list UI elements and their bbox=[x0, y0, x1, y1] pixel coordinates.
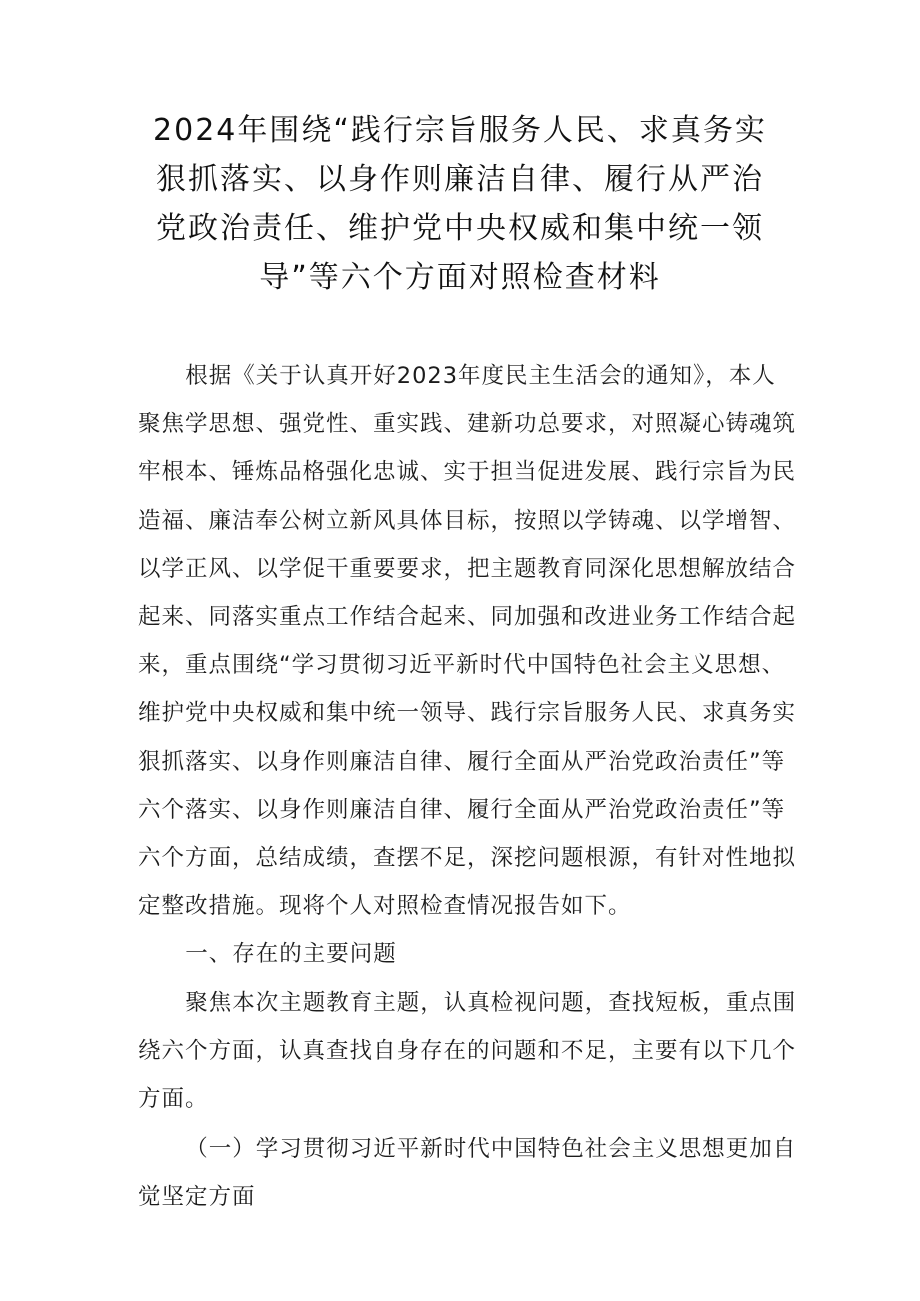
paragraph-line: 起来、同落实重点工作结合起来、同加强和改进业务工作结合起 bbox=[138, 604, 797, 631]
subsection-line: 觉坚定方面 bbox=[138, 1184, 256, 1211]
paragraph-line: 六个落实、以身作则廉洁自律、履行全面从严治党政治责任”等 bbox=[138, 796, 786, 823]
subsection-heading bbox=[138, 1125, 798, 1221]
subsection-line: （一）学习贯彻习近平新时代中国特色社会主义思想更加自 bbox=[185, 1136, 797, 1163]
paragraph-line: 来，重点围绕“学习贯彻习近平新时代中国特色社会主义思想、 bbox=[138, 652, 786, 679]
paragraph-line: 聚焦学思想、强党性、重实践、建新功总要求，对照凝心铸魂筑 bbox=[138, 411, 797, 438]
paragraph-line: 方面。 bbox=[138, 1086, 209, 1113]
paragraph-line: 绕六个方面，认真查找自身存在的问题和不足，主要有以下几个 bbox=[138, 1037, 797, 1064]
paragraph-line: 造福、廉洁奉公树立新风具体目标，按照以学铸魂、以学增智、 bbox=[138, 507, 797, 534]
title-line: 狠抓落实、以身作则廉洁自律、履行从严治 bbox=[156, 162, 764, 197]
section-paragraph bbox=[138, 979, 798, 1124]
document-title bbox=[120, 106, 800, 302]
title-line: 2024年围绕“践行宗旨服务人民、求真务实 bbox=[153, 113, 767, 148]
paragraph-line: 狠抓落实、以身作则廉洁自律、履行全面从严治党政治责任”等 bbox=[138, 748, 786, 775]
title-line: 导”等六个方面对照检查材料 bbox=[259, 260, 661, 295]
paragraph-line: 六个方面，总结成绩，查摆不足，深挖问题根源，有针对性地拟 bbox=[138, 845, 797, 872]
intro-paragraph bbox=[138, 352, 798, 930]
paragraph-line: 维护党中央权威和集中统一领导、践行宗旨服务人民、求真务实 bbox=[138, 700, 797, 727]
title-line: 党政治责任、维护党中央权威和集中统一领 bbox=[156, 211, 764, 246]
paragraph-line: 定整改措施。现将个人对照检查情况报告如下。 bbox=[138, 893, 632, 920]
paragraph-line: 根据《关于认真开好2023年度民主生活会的通知》，本人 bbox=[185, 363, 776, 389]
paragraph-line: 聚焦本次主题教育主题，认真检视问题，查找短板，重点围 bbox=[185, 989, 797, 1016]
document-body bbox=[138, 352, 798, 1222]
section-heading: 一、存在的主要问题 bbox=[185, 941, 397, 968]
paragraph-line: 以学正风、以学促干重要要求，把主题教育同深化思想解放结合 bbox=[138, 555, 797, 582]
paragraph-line: 牢根本、锤炼品格强化忠诚、实于担当促进发展、践行宗旨为民 bbox=[138, 459, 797, 486]
